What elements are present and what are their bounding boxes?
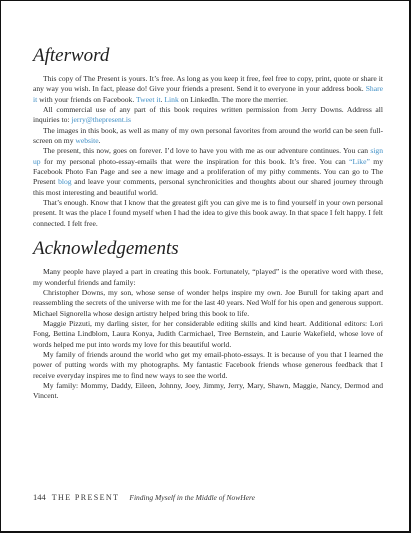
acknowledgements-heading: Acknowledgements xyxy=(33,238,179,260)
sign-up-link[interactable]: sign up xyxy=(33,146,384,166)
book-subtitle: Finding Myself in the Middle of NowHere xyxy=(129,493,255,502)
afterword-heading: Afterword xyxy=(33,45,110,66)
afterword-paragraph-3: The images in this book, as well as many of my own personal favorites from around the world can be seen full-screen on my website. xyxy=(33,125,383,146)
afterword-paragraph-5: That’s enough. Know that I know that the greatest gift you can give me is to find yourself in your own personal present. It was the place I found myself when I had the idea to give this book away. In that space I felt happy. I felt connected. I felt free. xyxy=(33,198,383,228)
page-content xyxy=(33,45,383,402)
blog-link[interactable]: blog xyxy=(58,177,72,187)
acknowledgements-paragraph-4: My family of friends around the world who get my email-photo-essays. It is because of you that I learned the power of putting words with my photographs. My fantastic Facebook friends whose generous feedback that I receive everyday inspires me to find new ways to see the world. xyxy=(33,349,383,380)
linkedin-link[interactable]: Link xyxy=(164,94,179,104)
acknowledgements-paragraph-2: Christopher Downs, my son, whose sense of wonder helps inspire my own. Joe Burull for taking apart and reassembling the secrets of the universe with me for the last 40 years. Ned Wolf for his open and generous support. Michael Signorella whose design artistry helped bring this book to life. xyxy=(33,287,383,318)
facebook-like-link[interactable]: “Like” xyxy=(349,156,370,166)
page-footer xyxy=(33,492,255,502)
acknowledgements-paragraph-3: Maggie Pizzuti, my darling sister, for her considerable editing skills and kind heart. Additional editors: Lori Fong, Bettina Lindblom, Laura Konya, Judith Carmichael, Tree Bernstein, and Laurie Wakefield, whose love of words helped me put into words my love for this beautiful world. xyxy=(33,318,383,349)
acknowledgements-paragraph-5: My family: Mommy, Daddy, Eileen, Johnny, Joey, Jimmy, Jerry, Mary, Shawn, Maggie, Nancy, Dermod and Vincent. xyxy=(33,380,383,401)
book-title: THE PRESENT xyxy=(51,493,120,502)
afterword-paragraph-2: All commercial use of any part of this book requires written permission from Jerry Downs. Address all inquiries to: jerry@thepresent.is xyxy=(33,105,383,125)
page-number: 144 xyxy=(33,492,46,502)
tweet-it-link[interactable]: Tweet it xyxy=(136,94,161,104)
afterword-paragraph-1: This copy of The Present is yours. It’s free. As long as you keep it free, feel free to copy, print, quote or share it any way you wish. In fact, please do! Give your friends a present. Send it to everyone in your address book. Share it with your friends on Facebook. Tweet it. Link on LinkedIn. The more the merrier. xyxy=(33,74,383,104)
website-link[interactable]: website xyxy=(75,136,99,146)
acknowledgements-paragraph-1: Many people have played a part in creating this book. Fortunately, “played” is the operative word with these, my wonderful friends and family: xyxy=(33,267,383,287)
share-it-link[interactable]: Share it xyxy=(33,84,383,104)
email-link[interactable]: jerry@thepresent.is xyxy=(71,115,131,125)
afterword-paragraph-4: The present, this now, goes on forever. I’d love to have you with me as our adventure continues. You can sign up for my personal photo-essay-emails that were the inspiration for this book. It’s free. You can “Like” my Facebook Photo Fan Page and see a new image and a proliferation of my pithy comments. You can go to The Present blog and leave your comments, personal synchronicities and thoughts about our shared journey through this most interesting and beautiful world. xyxy=(33,146,384,197)
